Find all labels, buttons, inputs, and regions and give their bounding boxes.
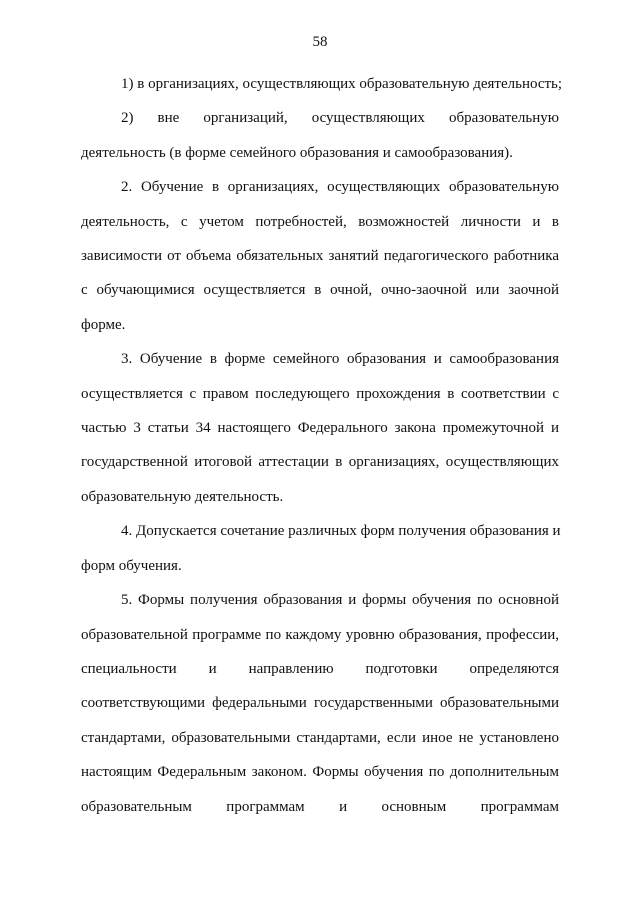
text-line: деятельность, с учетом потребностей, возможностей личности и в — [81, 213, 559, 230]
text-line: 4. Допускается сочетание различных форм получения образования и — [121, 523, 561, 540]
text-line: 3. Обучение в форме семейного образования и самообразования — [121, 351, 559, 368]
paragraph-6 — [81, 583, 559, 824]
body-text — [81, 67, 563, 824]
text-line: 1) в организациях, осуществляющих образовательную деятельность; — [121, 76, 563, 92]
text-line: 5. Формы получения образования и формы обучения по основной — [121, 592, 559, 609]
paragraph-5 — [81, 514, 559, 583]
paragraph-3 — [81, 170, 559, 342]
paragraph-4 — [81, 342, 559, 514]
text-line: настоящим Федеральным законом. Формы обучения по дополнительным — [81, 764, 559, 781]
text-line: с обучающимися осуществляется в очной, очно-заочной или заочной — [81, 282, 559, 299]
text-line: форм обучения. — [81, 557, 182, 574]
text-line: соответствующими федеральными государственными образовательными — [81, 695, 559, 712]
text-line: образовательным программам и основным программам — [81, 798, 559, 815]
text-line: стандартами, образовательными стандартами, если иное не установлено — [81, 729, 559, 746]
text-line: государственной итоговой аттестации в организациях, осуществляющих — [81, 454, 559, 471]
page-number: 58 — [312, 34, 328, 50]
text-line: специальности и направлению подготовки определяются — [81, 660, 559, 677]
paragraph-2 — [81, 101, 559, 170]
text-line: осуществляется с правом последующего прохождения в соответствии с — [81, 385, 559, 402]
text-line: частью 3 статьи 34 настоящего Федерального закона промежуточной и — [81, 420, 559, 437]
text-line: зависимости от объема обязательных занятий педагогического работника — [81, 248, 559, 265]
text-line: деятельность (в форме семейного образования и самообразования). — [81, 144, 513, 161]
text-line: форме. — [81, 316, 126, 333]
text-line: образовательную деятельность. — [81, 488, 284, 505]
text-line: 2) вне организаций, осуществляющих образовательную — [121, 110, 559, 127]
text-line: 2. Обучение в организациях, осуществляющих образовательную — [121, 179, 559, 196]
text-line: образовательной программе по каждому уровню образования, профессии, — [81, 626, 559, 643]
paragraph-1 — [81, 67, 563, 101]
